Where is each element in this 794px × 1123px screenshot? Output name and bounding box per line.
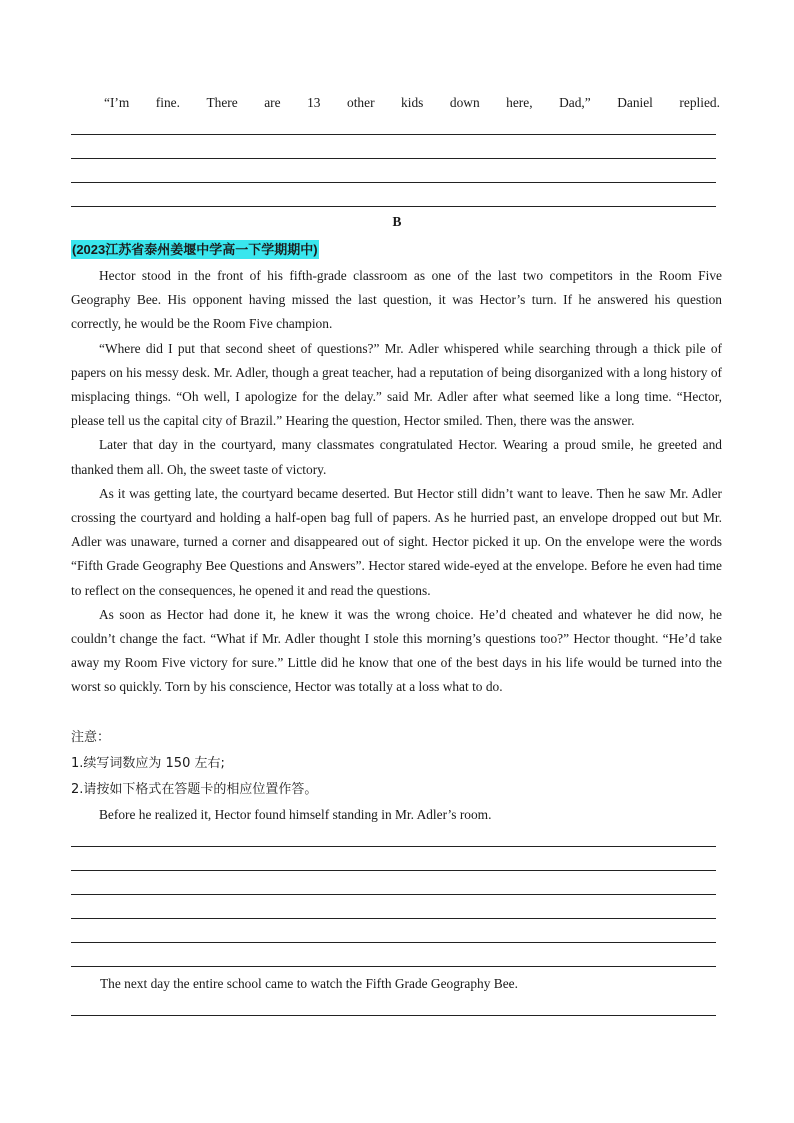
reading-passage bbox=[71, 264, 722, 700]
answer-line[interactable] bbox=[71, 870, 716, 871]
instructions-heading: 注意： bbox=[71, 730, 111, 745]
opening-sentence bbox=[104, 95, 720, 111]
answer-line[interactable] bbox=[71, 942, 716, 943]
opening-word: replied. bbox=[679, 95, 720, 110]
opening-word: Daniel bbox=[617, 95, 653, 110]
passage-paragraph: As soon as Hector had done it, he knew it was the wrong choice. He’d cheated and whatever he did now, he couldn’t change the fact. “What if Mr. Adler thought I stole this morning’s questions too?” Hector thought. “He’d take away my Room Five victory for sure.” Little did he know that one of the best days in his life would be turned into the worst so quickly. Torn by his conscience, Hector was totally at a loss what to do. bbox=[71, 606, 722, 695]
opening-word: here, bbox=[506, 95, 533, 110]
answer-line bbox=[71, 206, 716, 207]
instructions bbox=[71, 725, 722, 803]
passage-paragraph: Hector stood in the front of his fifth-grade classroom as one of the last two competitors in the Room Five Geography Bee. His opponent having missed the last question, it was Hector’s turn. If he answered his question correctly, he would be the Room Five champion. bbox=[71, 268, 722, 332]
answer-line bbox=[71, 134, 716, 135]
answer-line[interactable] bbox=[71, 846, 716, 847]
section-letter: B bbox=[392, 214, 402, 229]
continuation-prompt-2: The next day the entire school came to watch the Fifth Grade Geography Bee. bbox=[100, 976, 518, 991]
passage-paragraph: “Where did I put that second sheet of questions?” Mr. Adler whispered while searching through a thick pile of papers on his messy desk. Mr. Adler, though a great teacher, had a reputation of being disorganized with a long history of misplacing things. “Oh well, I apologize for the delay.” said Mr. Adler after what seemed like a long time. “Hector, please tell us the capital city of Brazil.” Hearing the question, Hector smiled. Then, there was the answer. bbox=[71, 340, 722, 429]
answer-line[interactable] bbox=[71, 894, 716, 895]
answer-line bbox=[71, 158, 716, 159]
opening-word: are bbox=[264, 95, 281, 110]
opening-word: down bbox=[449, 95, 480, 110]
opening-word: fine. bbox=[155, 95, 180, 110]
passage-paragraph: As it was getting late, the courtyard became deserted. But Hector still didn’t want to leave. Then he saw Mr. Adler crossing the courtyard and holding a half-open bag full of papers. As he hurried past, an envelope dropped out but Mr. Adler was unaware, turned a corner and disappeared out of sight. Hector picked it up. On the envelope were the words “Fifth Grade Geography Bee Questions and Answers”. Hector stared wide-eyed at the envelope. Before he even had time to reflect on the consequences, he opened it and read the questions. bbox=[71, 485, 722, 598]
opening-word: “I’m bbox=[104, 95, 130, 110]
opening-word: kids bbox=[401, 95, 424, 110]
instruction-item: 2.请按如下格式在答题卡的相应位置作答。 bbox=[71, 782, 318, 797]
passage-paragraph: Later that day in the courtyard, many classmates congratulated Hector. Wearing a proud smile, he greeted and thanked them all. Oh, the sweet taste of victory. bbox=[71, 437, 722, 477]
opening-word: 13 bbox=[307, 95, 321, 110]
opening-word: Dad,” bbox=[559, 95, 591, 110]
answer-line[interactable] bbox=[71, 918, 716, 919]
continuation-prompt-1: Before he realized it, Hector found himself standing in Mr. Adler’s room. bbox=[99, 807, 492, 822]
instruction-item: 1.续写词数应为 150 左右; bbox=[71, 756, 225, 771]
answer-line bbox=[71, 182, 716, 183]
answer-line[interactable] bbox=[71, 1015, 716, 1016]
source-tag: (2023江苏省泰州姜堰中学高一下学期期中) bbox=[72, 242, 318, 257]
opening-word: There bbox=[206, 95, 238, 110]
opening-word: other bbox=[347, 95, 375, 110]
answer-line[interactable] bbox=[71, 966, 716, 967]
